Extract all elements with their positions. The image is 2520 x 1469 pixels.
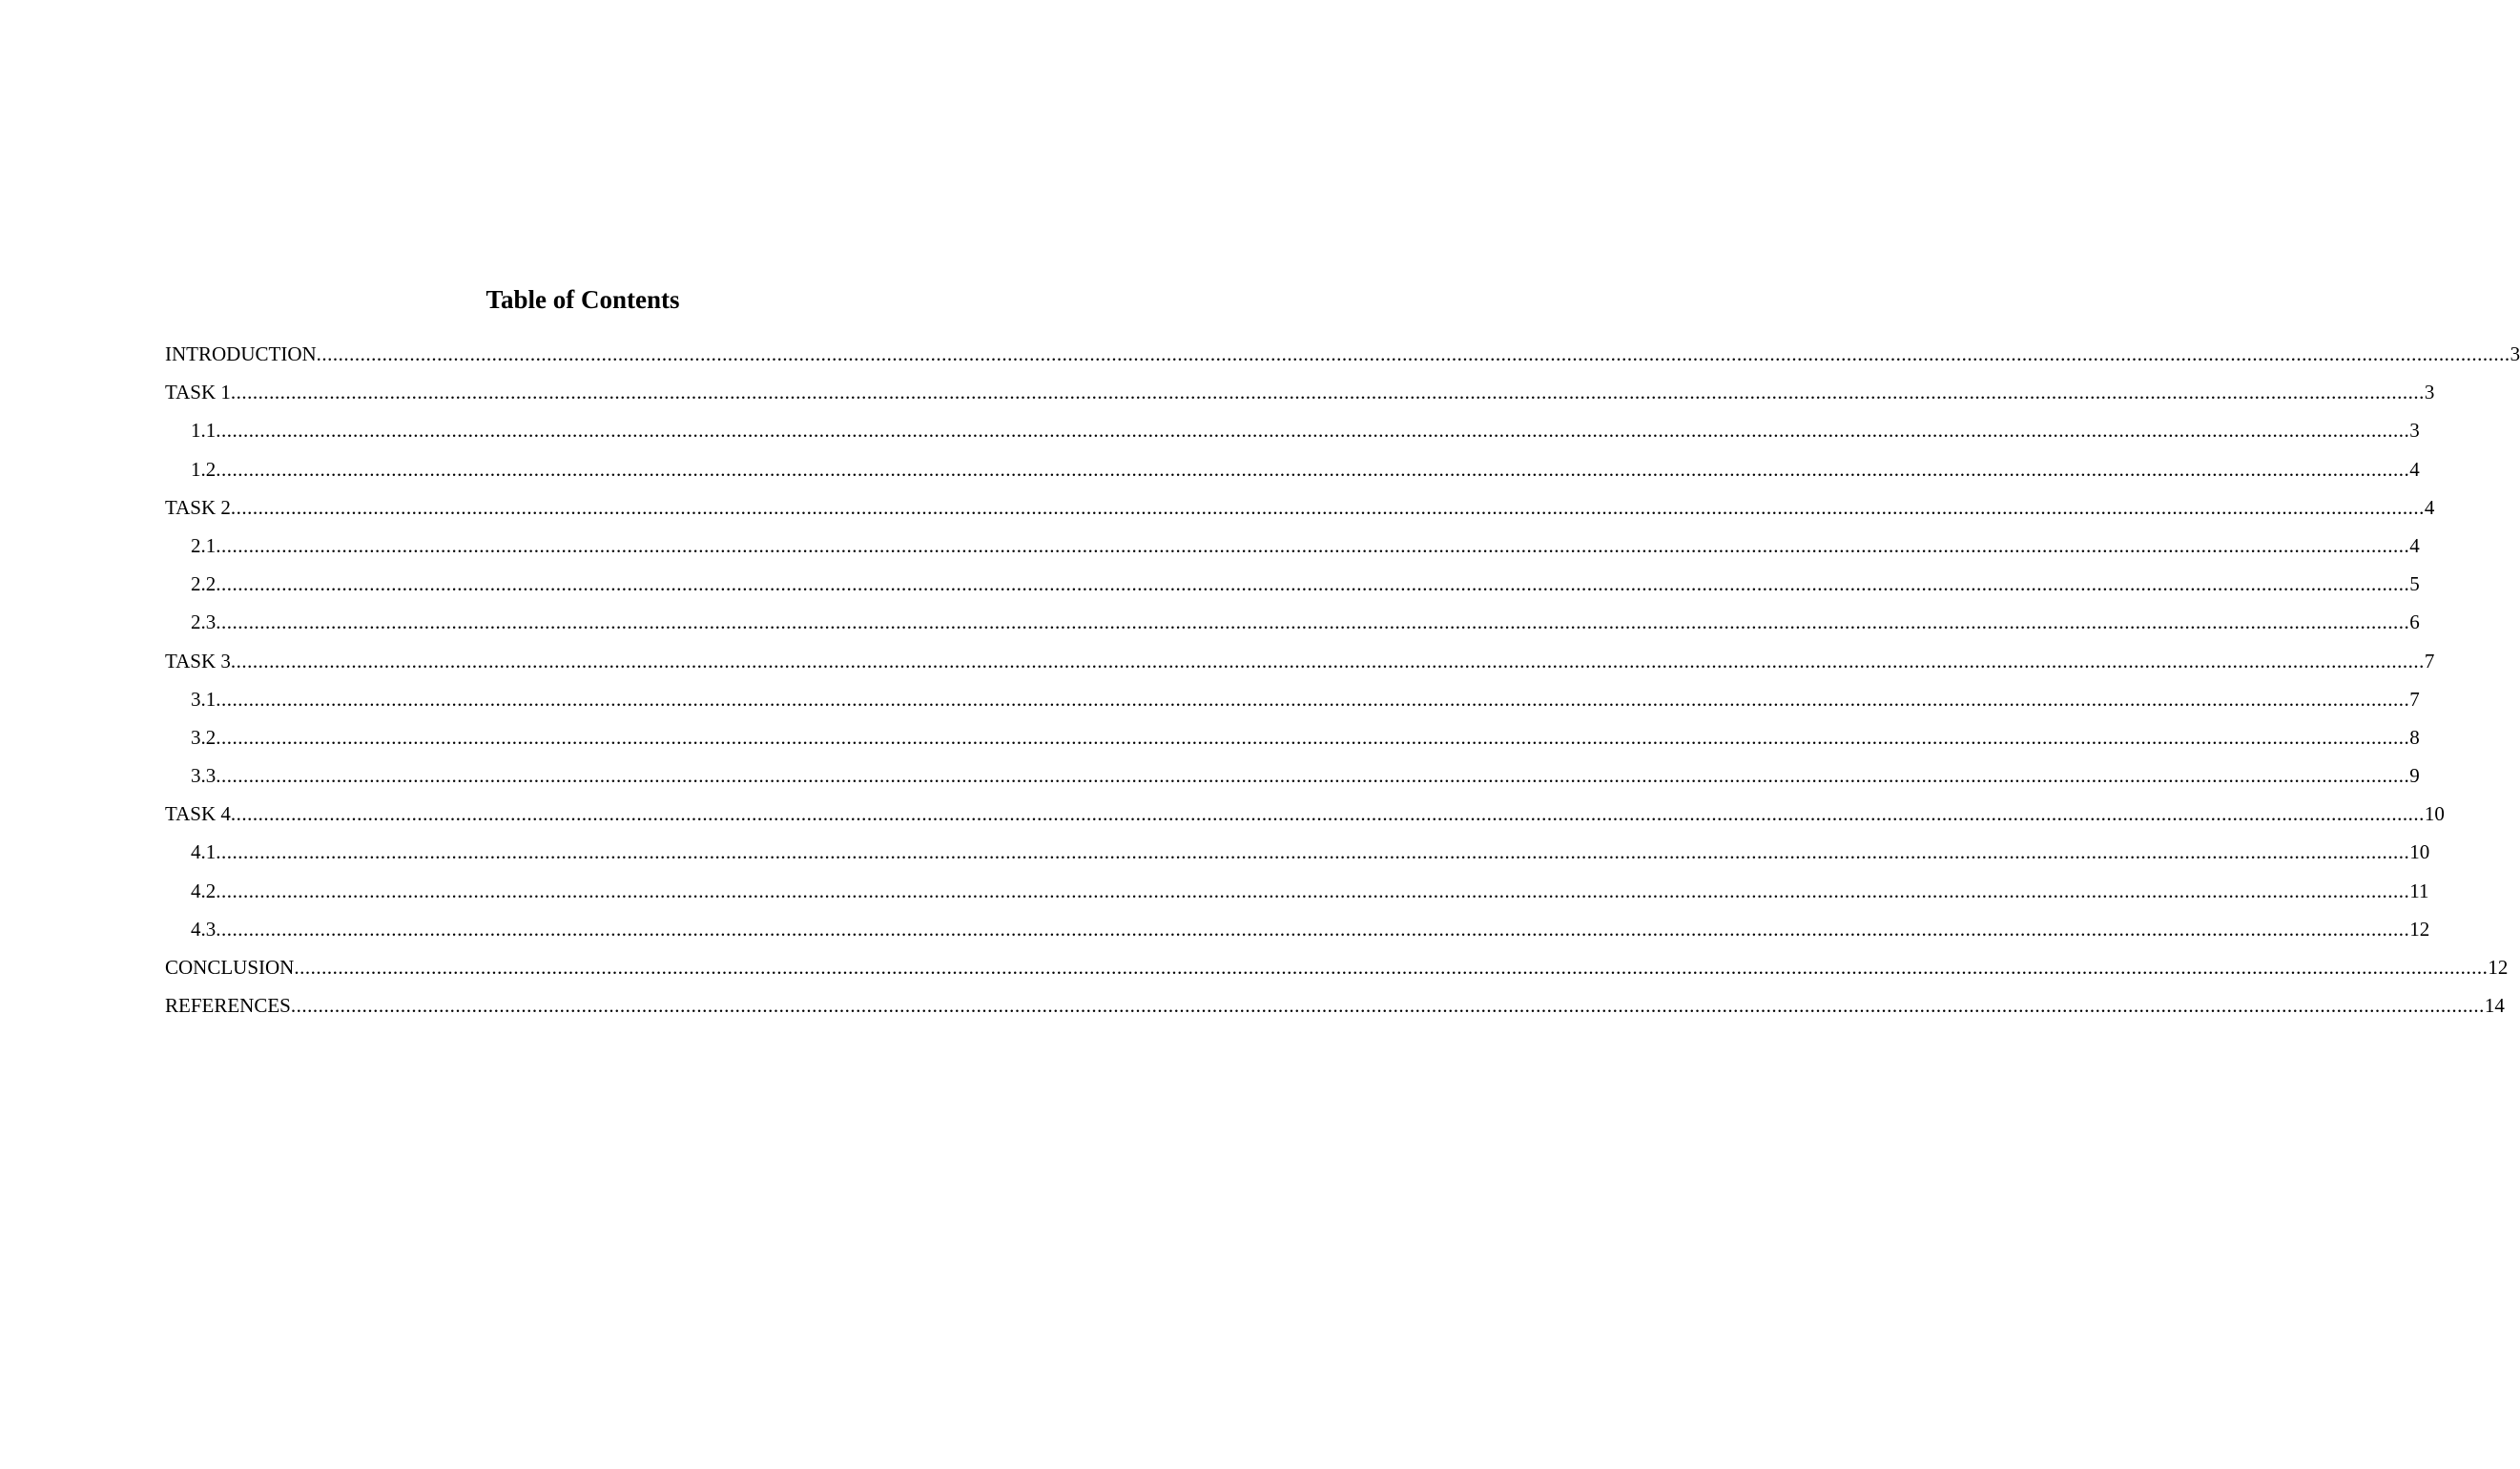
toc-entry[interactable] — [165, 605, 2420, 643]
toc-dot-leader: ................................................................................................................................................................................................................................................................................................................................................................................................................ — [216, 572, 2410, 596]
toc-entry-page-number: 12 — [2488, 956, 2509, 979]
toc-entry-page-number: 6 — [2409, 610, 2420, 634]
toc-dot-leader: ................................................................................................................................................................................................................................................................................................................................................................................................................ — [216, 917, 2410, 941]
toc-title: Table of Contents — [485, 285, 680, 314]
toc-entry-label: TASK 3 — [165, 649, 231, 672]
toc-entry-label: REFERENCES — [165, 994, 291, 1018]
toc-entry-label: TASK 1 — [165, 381, 231, 404]
toc-entry-label: 3.1 — [191, 687, 217, 711]
toc-dot-leader: ................................................................................................................................................................................................................................................................................................................................................................................................................ — [216, 764, 2410, 788]
toc-entry-label: 3.3 — [191, 764, 217, 788]
toc-entry-label: 2.2 — [191, 572, 217, 596]
toc-entry[interactable] — [165, 567, 2420, 605]
toc-dot-leader: ................................................................................................................................................................................................................................................................................................................................................................................................................ — [316, 342, 2510, 365]
toc-entry-label: INTRODUCTION — [165, 342, 317, 365]
toc-entry-page-number: 11 — [2409, 879, 2429, 902]
toc-entry-page-number: 9 — [2409, 764, 2420, 788]
toc-dot-leader: ................................................................................................................................................................................................................................................................................................................................................................................................................ — [230, 495, 2425, 519]
toc-entry[interactable] — [165, 988, 2505, 1026]
toc-dot-leader: ................................................................................................................................................................................................................................................................................................................................................................................................................ — [216, 419, 2410, 443]
toc-list — [165, 337, 2520, 1026]
toc-entry[interactable] — [165, 644, 2435, 682]
toc-entry[interactable] — [165, 758, 2420, 797]
toc-entry[interactable] — [165, 413, 2420, 451]
toc-entry-label: TASK 4 — [165, 802, 231, 826]
toc-entry-label: 2.3 — [191, 610, 217, 634]
toc-entry[interactable] — [165, 835, 2430, 873]
toc-entry[interactable] — [165, 528, 2420, 567]
toc-entry-page-number: 5 — [2409, 572, 2420, 596]
toc-entry-label: 1.2 — [191, 457, 217, 481]
toc-entry-page-number: 12 — [2409, 917, 2430, 941]
toc-dot-leader: ................................................................................................................................................................................................................................................................................................................................................................................................................ — [216, 457, 2410, 481]
toc-entry-page-number: 4 — [2424, 495, 2435, 519]
toc-entry-label: 1.1 — [191, 419, 217, 443]
toc-entry-label: 4.3 — [191, 917, 217, 941]
toc-entry-page-number: 10 — [2409, 840, 2430, 864]
toc-entry-label: 2.1 — [191, 533, 217, 557]
toc-entry[interactable] — [165, 950, 2509, 988]
toc-entry-page-number: 3 — [2510, 342, 2520, 365]
toc-dot-leader: ................................................................................................................................................................................................................................................................................................................................................................................................................ — [216, 533, 2410, 557]
toc-entry-label: 4.2 — [191, 879, 217, 902]
toc-dot-leader: ................................................................................................................................................................................................................................................................................................................................................................................................................ — [294, 956, 2489, 979]
toc-entry-page-number: 7 — [2409, 687, 2420, 711]
toc-entry-label: 4.1 — [191, 840, 217, 864]
toc-entry-label: TASK 2 — [165, 495, 231, 519]
toc-entry-page-number: 10 — [2424, 802, 2445, 826]
toc-entry-label: CONCLUSION — [165, 956, 295, 979]
toc-dot-leader: ................................................................................................................................................................................................................................................................................................................................................................................................................ — [216, 610, 2410, 634]
toc-dot-leader: ................................................................................................................................................................................................................................................................................................................................................................................................................ — [216, 879, 2410, 902]
toc-dot-leader: ................................................................................................................................................................................................................................................................................................................................................................................................................ — [230, 649, 2425, 672]
toc-dot-leader: ................................................................................................................................................................................................................................................................................................................................................................................................................ — [216, 687, 2410, 711]
toc-entry-label: 3.2 — [191, 725, 217, 749]
toc-dot-leader: ................................................................................................................................................................................................................................................................................................................................................................................................................ — [290, 994, 2485, 1018]
toc-dot-leader: ................................................................................................................................................................................................................................................................................................................................................................................................................ — [216, 840, 2410, 864]
toc-entry-page-number: 4 — [2409, 533, 2420, 557]
toc-entry-page-number: 14 — [2484, 994, 2505, 1018]
toc-entry-page-number: 8 — [2409, 725, 2420, 749]
toc-entry-page-number: 3 — [2409, 419, 2420, 443]
toc-entry[interactable] — [165, 912, 2430, 950]
toc-entry-page-number: 4 — [2409, 457, 2420, 481]
toc-entry[interactable] — [165, 452, 2420, 490]
toc-entry[interactable] — [165, 797, 2445, 835]
toc-entry[interactable] — [165, 375, 2435, 413]
toc-entry[interactable] — [165, 490, 2435, 528]
toc-dot-leader: ................................................................................................................................................................................................................................................................................................................................................................................................................ — [216, 725, 2410, 749]
toc-entry[interactable] — [165, 720, 2420, 758]
toc-entry[interactable] — [165, 874, 2429, 912]
toc-entry[interactable] — [165, 682, 2420, 720]
toc-dot-leader: ................................................................................................................................................................................................................................................................................................................................................................................................................ — [230, 381, 2425, 404]
toc-dot-leader: ................................................................................................................................................................................................................................................................................................................................................................................................................ — [230, 802, 2425, 826]
toc-entry-page-number: 7 — [2424, 649, 2435, 672]
toc-entry-page-number: 3 — [2424, 381, 2435, 404]
toc-entry[interactable] — [165, 337, 2520, 375]
